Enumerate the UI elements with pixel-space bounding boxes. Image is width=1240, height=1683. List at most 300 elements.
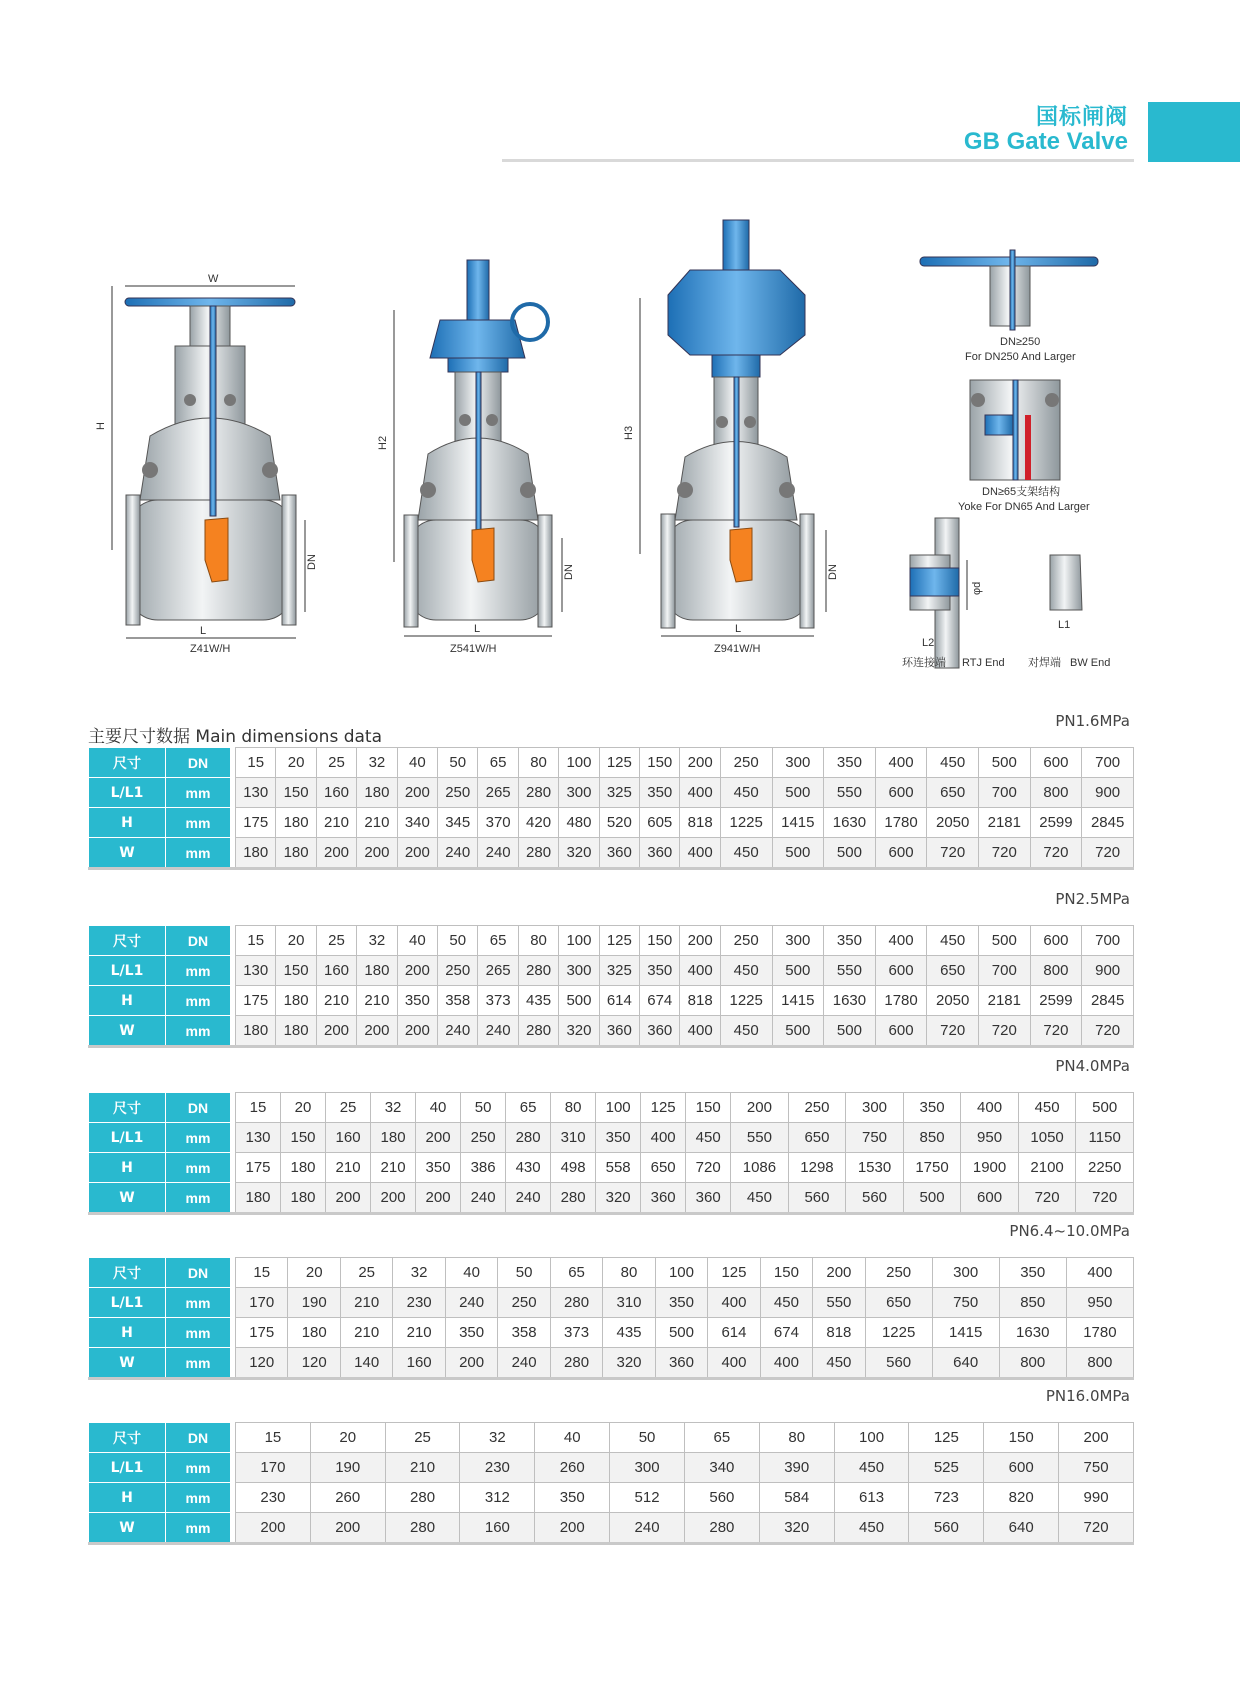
table-cell: 720 <box>1076 1183 1134 1214</box>
table-cell: 818 <box>680 986 720 1016</box>
row-unit: mm <box>166 1513 231 1544</box>
row-unit: mm <box>166 1483 231 1513</box>
table-cell: 65 <box>478 926 518 956</box>
table-cell: 340 <box>397 808 437 838</box>
table-cell: 600 <box>1030 748 1082 778</box>
table-cell: 180 <box>276 838 316 869</box>
pressure-rating-label: PN4.0MPa <box>1055 1057 1130 1075</box>
table-cell: 15 <box>236 1423 311 1453</box>
page-title-cn: 国标闸阀 <box>1035 105 1128 130</box>
table-cell: 430 <box>506 1153 551 1183</box>
table-cell: 200 <box>416 1183 461 1214</box>
table-cell: 720 <box>1059 1513 1134 1544</box>
detail-rtj-label-cn: 环连接端 <box>902 657 946 669</box>
row-label: W <box>89 1348 166 1379</box>
table-cell: 480 <box>559 808 599 838</box>
table-cell: 600 <box>1030 926 1082 956</box>
table-cell: 25 <box>316 748 356 778</box>
table-cell: 435 <box>603 1318 655 1348</box>
table-cell: 818 <box>680 808 720 838</box>
table-cell: 300 <box>772 748 824 778</box>
table-cell: 32 <box>371 1093 416 1123</box>
row-label: W <box>89 1016 166 1047</box>
table-cell: 200 <box>310 1513 385 1544</box>
table-cell: 550 <box>813 1288 865 1318</box>
table-cell: 450 <box>686 1123 731 1153</box>
table-cell: 230 <box>393 1288 445 1318</box>
table-cell: 450 <box>731 1183 789 1214</box>
table-cell: 180 <box>357 956 397 986</box>
table-cell: 360 <box>599 1016 639 1047</box>
table-cell: 80 <box>518 926 558 956</box>
table-cell: 250 <box>788 1093 846 1123</box>
page-title-en: GB Gate Valve <box>963 128 1128 155</box>
table-cell: 600 <box>984 1453 1059 1483</box>
table-cell: 1750 <box>903 1153 961 1183</box>
table-cell: 500 <box>559 986 599 1016</box>
table-cell: 15 <box>236 1093 281 1123</box>
table-cell: 150 <box>760 1258 812 1288</box>
table-cell: 40 <box>397 748 437 778</box>
table-cell: 360 <box>686 1183 731 1214</box>
table-cell: 560 <box>865 1348 932 1379</box>
row-unit: DN <box>166 748 231 778</box>
table-cell: 700 <box>1082 926 1134 956</box>
row-label: H <box>89 986 166 1016</box>
table-cell: 818 <box>813 1318 865 1348</box>
table-cell: 312 <box>460 1483 535 1513</box>
table-cell: 350 <box>416 1153 461 1183</box>
table-cell: 280 <box>551 1183 596 1214</box>
table-cell: 210 <box>385 1453 460 1483</box>
table-cell: 65 <box>506 1093 551 1123</box>
table-cell: 800 <box>999 1348 1066 1379</box>
table-cell: 560 <box>684 1483 759 1513</box>
table-cell: 750 <box>932 1288 999 1318</box>
table-cell: 1086 <box>731 1153 789 1183</box>
table-cell: 1225 <box>720 986 772 1016</box>
table-cell: 350 <box>903 1093 961 1123</box>
row-label: L/L1 <box>89 1453 166 1483</box>
table-cell: 300 <box>559 956 599 986</box>
detail-handwheel-line1: DN≥250 <box>1000 336 1041 348</box>
table-cell: 720 <box>1082 838 1134 869</box>
table-cell: 200 <box>535 1513 610 1544</box>
row-label: H <box>89 1318 166 1348</box>
detail-rtj-d: φd <box>971 581 983 595</box>
row-label: W <box>89 1513 166 1544</box>
table-cell: 300 <box>846 1093 904 1123</box>
table-cell: 210 <box>357 986 397 1016</box>
table-cell: 640 <box>932 1348 999 1379</box>
row-unit: mm <box>166 1123 231 1153</box>
dim-dn3-label: DN <box>827 564 839 580</box>
table-cell: 614 <box>599 986 639 1016</box>
table-cell: 435 <box>518 986 558 1016</box>
table-row <box>89 986 1134 1016</box>
table-cell: 175 <box>236 1153 281 1183</box>
table-cell: 120 <box>288 1348 340 1379</box>
table-cell: 400 <box>1066 1258 1133 1288</box>
table-cell: 250 <box>461 1123 506 1153</box>
table-cell: 340 <box>684 1453 759 1483</box>
table-cell: 240 <box>445 1288 497 1318</box>
table-cell: 32 <box>393 1258 445 1288</box>
table-cell: 750 <box>846 1123 904 1153</box>
table-cell: 1298 <box>788 1153 846 1183</box>
dimension-table <box>88 925 1134 1048</box>
table-row <box>89 1123 1134 1153</box>
table-cell: 450 <box>813 1348 865 1379</box>
table-row <box>89 748 1134 778</box>
row-label: L/L1 <box>89 1288 166 1318</box>
table-cell: 180 <box>281 1153 326 1183</box>
table-cell: 450 <box>927 926 979 956</box>
table-row <box>89 1483 1134 1513</box>
table-cell: 200 <box>236 1513 311 1544</box>
table-cell: 150 <box>984 1423 1059 1453</box>
pressure-rating-label: PN1.6MPa <box>1055 712 1130 730</box>
table-cell: 800 <box>1030 956 1082 986</box>
table-cell: 125 <box>641 1093 686 1123</box>
table-cell: 560 <box>788 1183 846 1214</box>
table-cell: 1900 <box>961 1153 1019 1183</box>
table-cell: 350 <box>824 748 876 778</box>
table-cell: 450 <box>834 1453 909 1483</box>
table-cell: 1050 <box>1018 1123 1076 1153</box>
table-cell: 125 <box>708 1258 760 1288</box>
table-cell: 240 <box>610 1513 685 1544</box>
table-cell: 400 <box>680 778 720 808</box>
table-cell: 400 <box>680 956 720 986</box>
row-label: 尺寸 <box>89 748 166 778</box>
table-cell: 15 <box>236 1258 288 1288</box>
table-cell: 280 <box>684 1513 759 1544</box>
table-cell: 400 <box>680 1016 720 1047</box>
table-cell: 160 <box>393 1348 445 1379</box>
header-accent-tab <box>1148 102 1240 162</box>
table-cell: 50 <box>438 748 478 778</box>
table-cell: 450 <box>834 1513 909 1544</box>
table-cell: 1225 <box>720 808 772 838</box>
table-cell: 520 <box>599 808 639 838</box>
detail-rtj-end <box>902 518 1005 669</box>
table-cell: 614 <box>708 1318 760 1348</box>
table-cell: 498 <box>551 1153 596 1183</box>
table-cell: 130 <box>236 778 276 808</box>
table-cell: 500 <box>824 838 876 869</box>
row-unit: DN <box>166 926 231 956</box>
table-cell: 640 <box>984 1513 1059 1544</box>
table-cell: 360 <box>655 1348 707 1379</box>
table-cell: 2181 <box>979 986 1031 1016</box>
table-cell: 500 <box>979 748 1031 778</box>
table-cell: 350 <box>640 956 680 986</box>
table-cell: 720 <box>1030 838 1082 869</box>
table-cell: 600 <box>875 956 927 986</box>
table-cell: 200 <box>371 1183 416 1214</box>
table-cell: 550 <box>824 956 876 986</box>
dim-h3-label: H3 <box>623 425 635 440</box>
row-unit: mm <box>166 1153 231 1183</box>
table-cell: 584 <box>759 1483 834 1513</box>
table-cell: 100 <box>559 748 599 778</box>
table-cell: 350 <box>999 1258 1066 1288</box>
table-cell: 280 <box>385 1483 460 1513</box>
table-cell: 50 <box>438 926 478 956</box>
table-cell: 400 <box>708 1288 760 1318</box>
table-row <box>89 1016 1134 1047</box>
table-cell: 358 <box>498 1318 550 1348</box>
table-cell: 150 <box>281 1123 326 1153</box>
table-cell: 560 <box>846 1183 904 1214</box>
table-cell: 558 <box>596 1153 641 1183</box>
table-cell: 175 <box>236 1318 288 1348</box>
table-cell: 300 <box>559 778 599 808</box>
table-cell: 32 <box>357 926 397 956</box>
dim-dn-label: DN <box>306 554 318 570</box>
row-unit: mm <box>166 1453 231 1483</box>
table-cell: 350 <box>397 986 437 1016</box>
table-cell: 320 <box>596 1183 641 1214</box>
table-cell: 650 <box>865 1288 932 1318</box>
table-cell: 80 <box>759 1423 834 1453</box>
table-row <box>89 838 1134 869</box>
row-label: W <box>89 1183 166 1214</box>
table-cell: 720 <box>979 838 1031 869</box>
table-cell: 170 <box>236 1288 288 1318</box>
table-row <box>89 956 1134 986</box>
row-label: 尺寸 <box>89 1093 166 1123</box>
table-cell: 325 <box>599 778 639 808</box>
table-cell: 80 <box>551 1093 596 1123</box>
table-cell: 240 <box>498 1348 550 1379</box>
dim-l3-label: L <box>735 623 742 635</box>
table-row <box>89 1348 1134 1379</box>
table-cell: 950 <box>961 1123 1019 1153</box>
table-cell: 20 <box>288 1258 340 1288</box>
table-cell: 500 <box>979 926 1031 956</box>
header-divider <box>502 159 1134 162</box>
row-unit: DN <box>166 1093 231 1123</box>
detail-bw-label-cn: 对焊端 <box>1028 657 1061 669</box>
table-cell: 370 <box>478 808 518 838</box>
dimension-table <box>88 1257 1134 1380</box>
table-cell: 650 <box>927 778 979 808</box>
table-cell: 800 <box>1030 778 1082 808</box>
table-cell: 2250 <box>1076 1153 1134 1183</box>
table-cell: 600 <box>961 1183 1019 1214</box>
table-row <box>89 1423 1134 1453</box>
table-row <box>89 1513 1134 1544</box>
table-cell: 850 <box>999 1288 1066 1318</box>
table-cell: 240 <box>461 1183 506 1214</box>
table-cell: 210 <box>340 1288 392 1318</box>
pressure-rating-label: PN6.4~10.0MPa <box>1009 1222 1130 1240</box>
table-cell: 265 <box>478 778 518 808</box>
table-cell: 200 <box>326 1183 371 1214</box>
table-cell: 200 <box>416 1123 461 1153</box>
table-cell: 605 <box>640 808 680 838</box>
valve-z41-drawing <box>95 273 318 655</box>
table-cell: 100 <box>559 926 599 956</box>
pressure-rating-label: PN16.0MPa <box>1045 1387 1130 1405</box>
table-cell: 20 <box>276 926 316 956</box>
row-label: L/L1 <box>89 956 166 986</box>
table-cell: 150 <box>640 926 680 956</box>
table-cell: 350 <box>445 1318 497 1348</box>
table-cell: 130 <box>236 1123 281 1153</box>
table-cell: 500 <box>772 838 824 869</box>
table-cell: 900 <box>1082 956 1134 986</box>
table-cell: 180 <box>276 808 316 838</box>
table-cell: 180 <box>371 1123 416 1153</box>
dimension-table <box>88 747 1134 870</box>
table-cell: 450 <box>720 1016 772 1047</box>
table-cell: 500 <box>772 778 824 808</box>
row-label: H <box>89 1483 166 1513</box>
table-cell: 175 <box>236 808 276 838</box>
row-label: L/L1 <box>89 778 166 808</box>
table-cell: 210 <box>393 1318 445 1348</box>
valve-z941-drawing <box>623 220 839 655</box>
table-cell: 1780 <box>875 986 927 1016</box>
table-cell: 2100 <box>1018 1153 1076 1183</box>
table-cell: 20 <box>281 1093 326 1123</box>
table-cell: 350 <box>596 1123 641 1153</box>
table-cell: 200 <box>316 1016 356 1047</box>
table-cell: 280 <box>550 1288 602 1318</box>
table-cell: 125 <box>599 926 639 956</box>
table-cell: 240 <box>506 1183 551 1214</box>
table-cell: 200 <box>1059 1423 1134 1453</box>
row-unit: mm <box>166 1183 231 1214</box>
table-cell: 180 <box>357 778 397 808</box>
table-cell: 200 <box>680 926 720 956</box>
table-cell: 320 <box>603 1348 655 1379</box>
table-cell: 345 <box>438 808 478 838</box>
table-cell: 25 <box>340 1258 392 1288</box>
table-cell: 125 <box>599 748 639 778</box>
dim-h2-label: H2 <box>377 435 389 450</box>
table-cell: 2050 <box>927 986 979 1016</box>
valve-drawings-svg <box>0 200 1240 690</box>
table-cell: 500 <box>772 956 824 986</box>
table-cell: 360 <box>641 1183 686 1214</box>
table-cell: 500 <box>772 1016 824 1047</box>
table-cell: 1780 <box>875 808 927 838</box>
table-cell: 650 <box>927 956 979 986</box>
table-cell: 200 <box>813 1258 865 1288</box>
table-row <box>89 1453 1134 1483</box>
table-cell: 420 <box>518 808 558 838</box>
table-cell: 400 <box>760 1348 812 1379</box>
table-cell: 950 <box>1066 1288 1133 1318</box>
table-cell: 280 <box>518 778 558 808</box>
table-cell: 15 <box>236 748 276 778</box>
table-cell: 1225 <box>865 1318 932 1348</box>
row-unit: mm <box>166 1318 231 1348</box>
table-cell: 160 <box>326 1123 371 1153</box>
table-cell: 150 <box>640 748 680 778</box>
table-cell: 65 <box>478 748 518 778</box>
table-cell: 300 <box>772 926 824 956</box>
table-cell: 650 <box>641 1153 686 1183</box>
table-cell: 180 <box>281 1183 326 1214</box>
table-cell: 160 <box>316 956 356 986</box>
table-cell: 200 <box>316 838 356 869</box>
table-cell: 1780 <box>1066 1318 1133 1348</box>
table-cell: 40 <box>535 1423 610 1453</box>
table-cell: 720 <box>1018 1183 1076 1214</box>
table-cell: 360 <box>640 1016 680 1047</box>
table-cell: 260 <box>310 1483 385 1513</box>
valve-z941-caption: Z941W/H <box>714 643 761 655</box>
table-cell: 25 <box>385 1423 460 1453</box>
table-cell: 320 <box>559 1016 599 1047</box>
table-cell: 250 <box>438 778 478 808</box>
table-cell: 1530 <box>846 1153 904 1183</box>
detail-yoke-line2: Yoke For DN65 And Larger <box>958 501 1090 513</box>
table-cell: 674 <box>760 1318 812 1348</box>
table-cell: 280 <box>518 956 558 986</box>
table-cell: 2599 <box>1030 986 1082 1016</box>
table-cell: 500 <box>903 1183 961 1214</box>
table-cell: 170 <box>236 1453 311 1483</box>
dim-l2-label: L <box>474 623 481 635</box>
table-cell: 40 <box>445 1258 497 1288</box>
table-cell: 210 <box>326 1153 371 1183</box>
table-cell: 1150 <box>1076 1123 1134 1153</box>
table-cell: 358 <box>438 986 478 1016</box>
table-cell: 390 <box>759 1453 834 1483</box>
table-cell: 250 <box>438 956 478 986</box>
table-cell: 1415 <box>772 808 824 838</box>
detail-yoke <box>958 380 1090 513</box>
table-cell: 400 <box>875 748 927 778</box>
table-cell: 400 <box>961 1093 1019 1123</box>
table-cell: 210 <box>316 808 356 838</box>
table-cell: 600 <box>875 838 927 869</box>
table-cell: 120 <box>236 1348 288 1379</box>
table-cell: 180 <box>276 1016 316 1047</box>
table-cell: 500 <box>1076 1093 1134 1123</box>
dim-w-label: W <box>208 273 219 285</box>
table-cell: 325 <box>599 956 639 986</box>
table-cell: 360 <box>640 838 680 869</box>
table-cell: 674 <box>640 986 680 1016</box>
table-cell: 180 <box>236 838 276 869</box>
table-cell: 350 <box>640 778 680 808</box>
table-cell: 280 <box>550 1348 602 1379</box>
table-cell: 450 <box>927 748 979 778</box>
table-cell: 2845 <box>1082 808 1134 838</box>
table-cell: 450 <box>720 956 772 986</box>
table-cell: 800 <box>1066 1348 1133 1379</box>
table-cell: 500 <box>824 1016 876 1047</box>
valve-z41-caption: Z41W/H <box>190 643 231 655</box>
table-cell: 350 <box>535 1483 610 1513</box>
table-cell: 40 <box>416 1093 461 1123</box>
table-cell: 550 <box>824 778 876 808</box>
table-cell: 175 <box>236 986 276 1016</box>
table-cell: 210 <box>357 808 397 838</box>
row-label: 尺寸 <box>89 1258 166 1288</box>
table-cell: 130 <box>236 956 276 986</box>
table-cell: 32 <box>460 1423 535 1453</box>
table-cell: 180 <box>288 1318 340 1348</box>
valve-z541-caption: Z541W/H <box>450 643 497 655</box>
